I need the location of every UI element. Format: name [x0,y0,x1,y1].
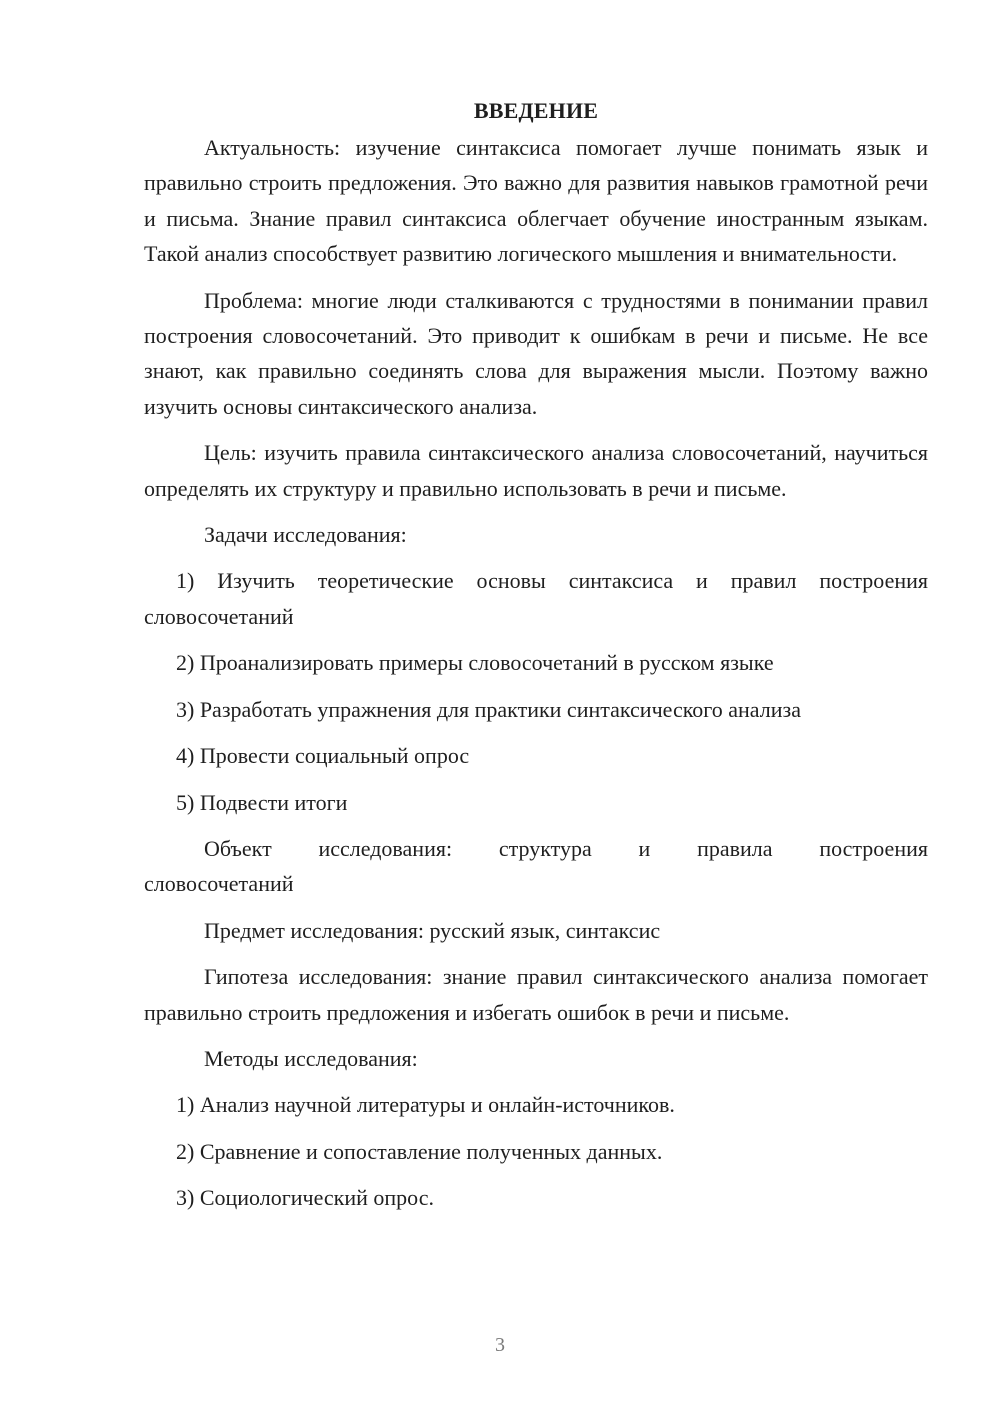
paragraph-subject: Предмет исследования: русский язык, синтаксис [204,917,661,943]
document-page [144,96,928,1227]
list-item-method-2: 2) Сравнение и сопоставление полученных данных. [176,1138,663,1164]
list-item-task-4: 4) Провести социальный опрос [176,743,470,769]
page-title: ВВЕДЕНИЕ [473,98,599,123]
list-item-task-1: 1) Изучить теоретические основы синтаксиса и правил построения словосочетаний [144,568,928,629]
list-item-method-1: 1) Анализ научной литературы и онлайн-источников. [176,1092,675,1118]
paragraph-object [144,831,928,902]
page-number: 3 [495,1334,505,1356]
paragraph-tasks-heading: Задачи исследования: [204,522,407,548]
paragraph-object-line-2: словосочетаний [144,871,294,897]
list-item-task-3: 3) Разработать упражнения для практики синтаксического анализа [176,696,801,722]
paragraph-object-line-1: Объект исследования: структура и правила построения [204,835,928,861]
list-item-task-5: 5) Подвести итоги [176,789,348,815]
paragraph-methods-heading: Методы исследования: [204,1045,418,1071]
list-item-task-2: 2) Проанализировать примеры словосочетаний в русском языке [176,650,774,676]
paragraph-hypothesis: Гипотеза исследования: знание правил синтаксического анализа помогает правильно строить предложения и избегать ошибок в речи и письме. [144,964,928,1025]
list-item-method-3: 3) Социологический опрос. [176,1185,434,1211]
paragraph-problem: Проблема: многие люди сталкиваются с трудностями в понимании правил построения словосочетаний. Это приводит к ошибкам в речи и письме. Не все знают, как правильно соединять слова для выражения мысли. Поэтому важно изучить основы синтаксического анализа. [144,287,928,419]
paragraph-goal: Цель: изучить правила синтаксического анализа словосочетаний, научиться определять их структуру и правильно использовать в речи и письме. [144,440,928,501]
paragraph-relevance: Актуальность: изучение синтаксиса помогает лучше понимать язык и правильно строить предложения. Это важно для развития навыков грамотной речи и письма. Знание правил синтаксиса облегчает обучение иностранным языкам. Такой анализ способствует развитию логического мышления и внимательности. [144,135,928,267]
